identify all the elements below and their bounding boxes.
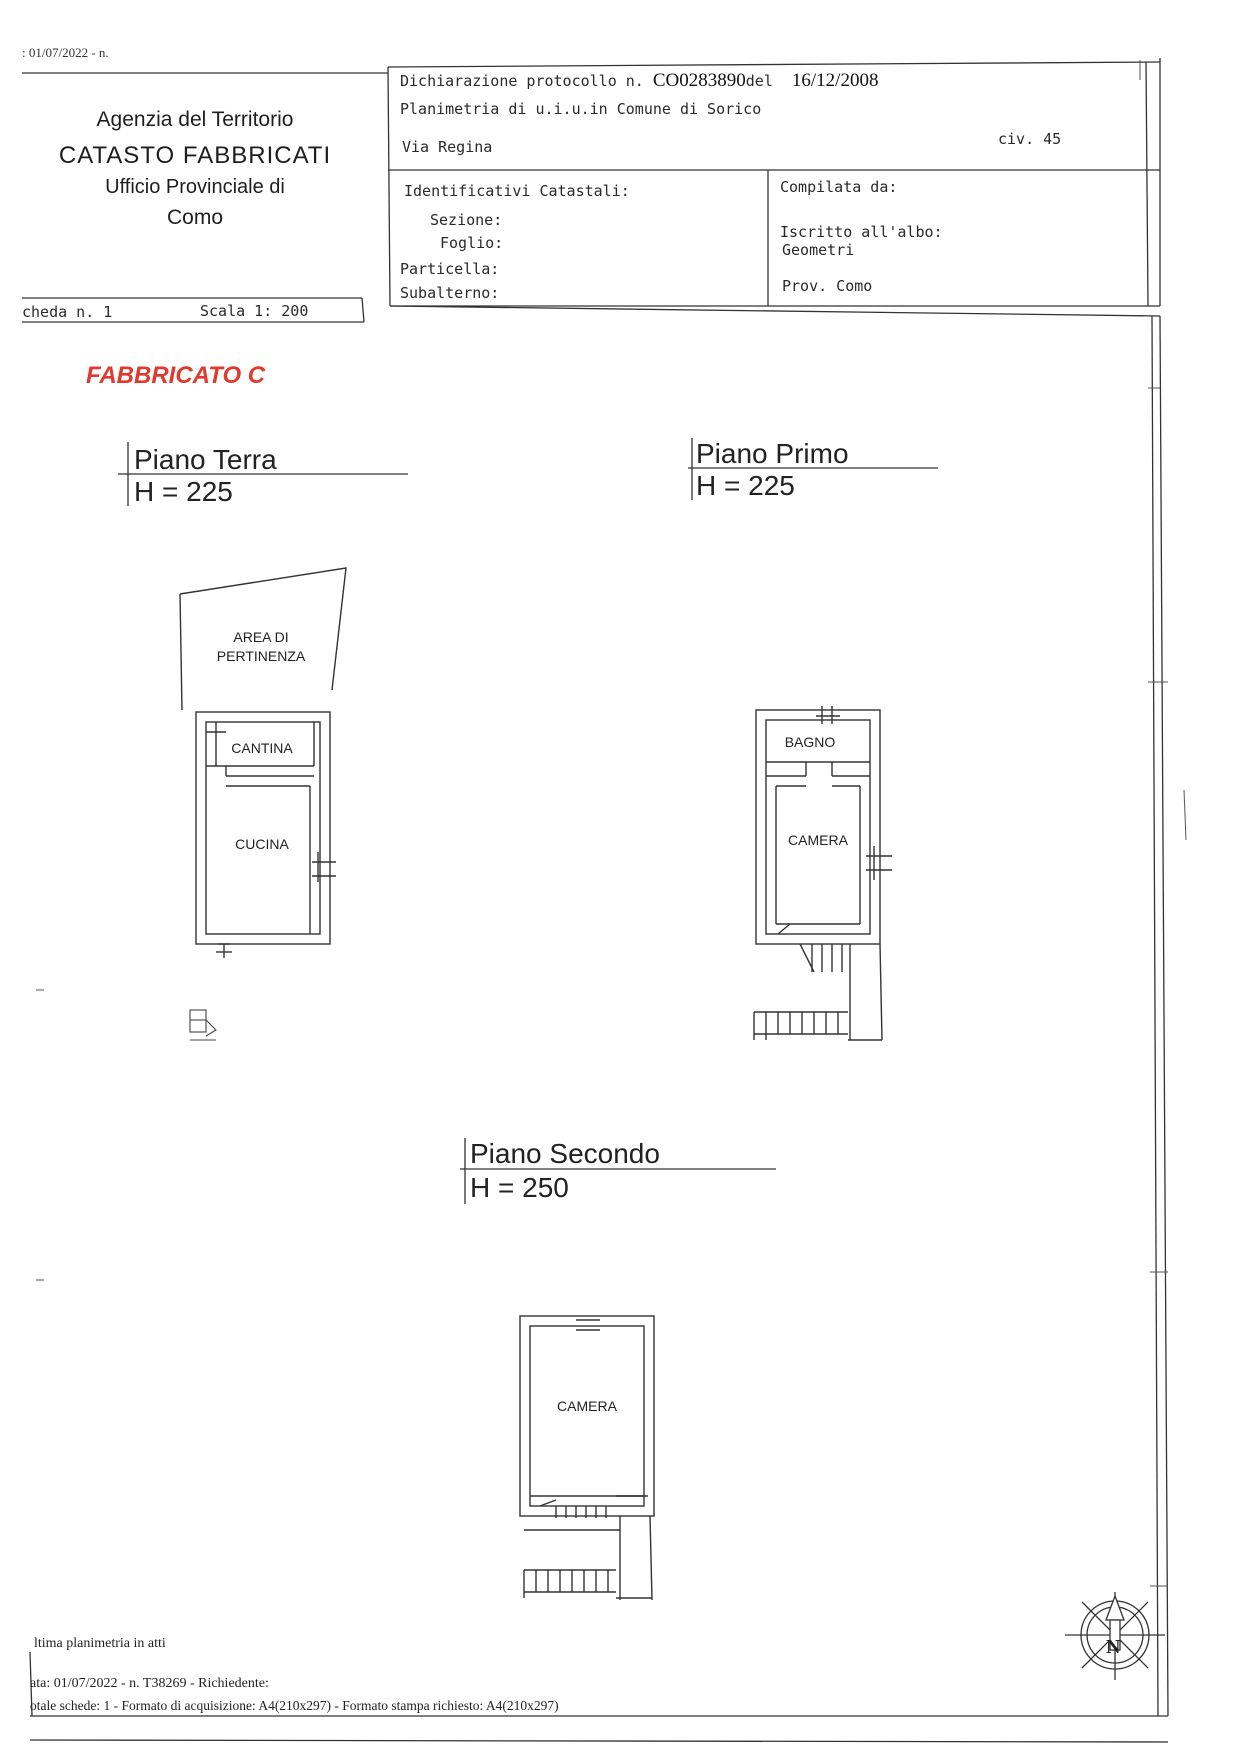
area-line2: PERTINENZA (216, 648, 306, 664)
floor-title-primo: Piano Primo (696, 438, 849, 469)
room-cantina: CANTINA (231, 740, 293, 756)
footer-ultima: ltima planimetria in atti (34, 1636, 166, 1651)
iscritto-label: Iscritto all'albo: (780, 223, 943, 241)
protocol-label: Dichiarazione protocollo n. (400, 72, 644, 90)
foglio-label: Foglio: (440, 234, 504, 252)
prov-label: Prov. Como (782, 277, 873, 295)
floor-height-primo: H = 225 (696, 470, 795, 501)
scheda-label: cheda n. 1 (22, 303, 113, 321)
catasto-title: CATASTO FABBRICATI (58, 142, 332, 169)
room-cucina: CUCINA (235, 836, 289, 852)
agency-name: Agenzia del Territorio (96, 108, 294, 131)
footer-totale: otale schede: 1 - Formato di acquisizione: A4(210x297) - Formato stampa richiesto: A4(210x297) (30, 1698, 559, 1713)
north-arrow-icon (1060, 1580, 1170, 1690)
floor-title-terra: Piano Terra (134, 444, 277, 475)
sezione-label: Sezione: (430, 211, 503, 229)
floor-height-terra: H = 225 (134, 476, 233, 507)
ufficio-line: Ufficio Provinciale di (105, 176, 285, 198)
room-camera-primo: CAMERA (788, 832, 848, 848)
protocol-del: del (745, 72, 773, 90)
footer-data: ata: 01/07/2022 - n. T38269 - Richiedente: (30, 1676, 269, 1691)
floor-title-secondo: Piano Secondo (470, 1138, 660, 1169)
planimetria-line: Planimetria di u.i.u.in Comune di Sorico (400, 100, 762, 118)
subalterno-label: Subalterno: (400, 284, 500, 302)
protocol-number: CO0283890 (652, 70, 746, 91)
area-line1: AREA DI (233, 629, 289, 645)
address: Via Regina (402, 138, 493, 156)
ufficio-city: Como (166, 206, 224, 229)
compass-letter: N (1106, 1636, 1121, 1658)
room-bagno: BAGNO (784, 734, 836, 750)
compilata-label: Compilata da: (780, 178, 898, 196)
geometri-label: Geometri (782, 241, 855, 259)
scala-label: Scala 1: 200 (200, 302, 309, 320)
room-camera-secondo: CAMERA (557, 1398, 617, 1414)
particella-label: Particella: (400, 260, 500, 278)
identificativi-label: Identificativi Catastali: (404, 182, 630, 200)
floor-height-secondo: H = 250 (470, 1172, 569, 1203)
civic-number: civ. 45 (998, 130, 1062, 148)
protocol-date: 16/12/2008 (791, 70, 879, 91)
date-stamp: : 01/07/2022 - n. (22, 45, 109, 60)
building-label: FABBRICATO C (86, 362, 266, 389)
